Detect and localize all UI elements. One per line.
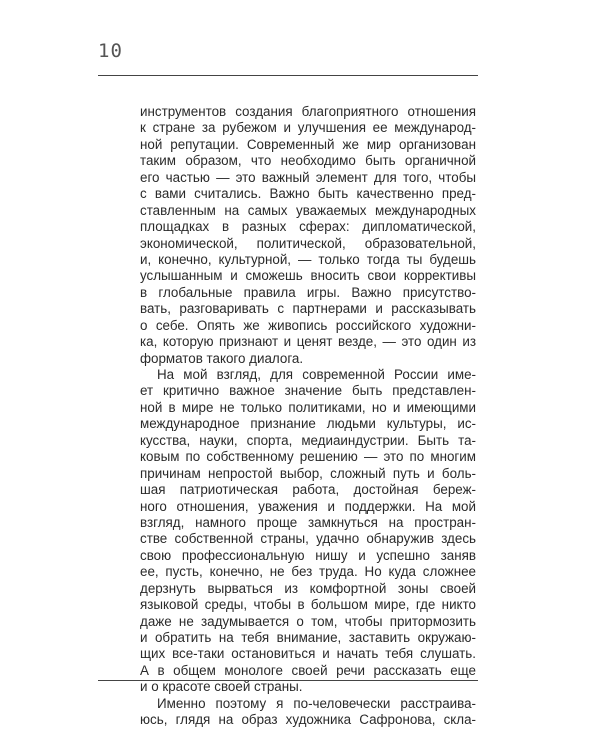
text-line: Именно поэтому я по-человечески расстраива- bbox=[157, 695, 476, 711]
text-line: вать, разговаривать с партнерами и рассказывать bbox=[140, 301, 476, 317]
text-line: ной в мире не только политиками, но и имеющими bbox=[140, 399, 476, 415]
text-line: стве собственной страны, удачно обнаружив здесь bbox=[140, 531, 476, 547]
page-number: 10 bbox=[98, 40, 123, 62]
text-line: языковой среды, чтобы в большом мире, где никто bbox=[140, 597, 476, 613]
text-line: юсь, глядя на образ художника Сафронова, скла- bbox=[140, 712, 476, 728]
footer-rule bbox=[98, 680, 478, 681]
text-line: даже не задумывается о том, чтобы притормозить bbox=[140, 613, 476, 629]
text-line: ковым по собственному решению — это по многим bbox=[140, 449, 476, 465]
text-line: ет критично важное значение быть представлен- bbox=[140, 383, 476, 399]
text-line: ставленным на самых уважаемых международных bbox=[140, 202, 476, 218]
text-line: международное признание людьми культуры, ис- bbox=[140, 416, 476, 432]
text-line: услышанным и сможешь вносить свои коррективы bbox=[140, 268, 476, 284]
text-line: к стране за рубежом и улучшения ее международ- bbox=[140, 120, 476, 136]
text-line: и обратить на тебя внимание, заставить окружаю- bbox=[140, 630, 476, 645]
text-line: форматов такого диалога. bbox=[140, 350, 304, 366]
text-line: инструментов создания благоприятного отношения bbox=[140, 104, 476, 119]
text-line: ной репутации. Современный же мир организован bbox=[140, 136, 476, 152]
text-line: его частью — это важный элемент для того, чтобы bbox=[140, 169, 476, 185]
text-line: экономической, политической, образовательной, bbox=[140, 235, 476, 251]
text-line: дерзнуть вырваться из комфортной зоны своей bbox=[140, 580, 476, 596]
text-line: в глобальные правила игры. Важно присутство- bbox=[140, 284, 476, 300]
text-line: щих все-таки остановиться и начать тебя слушать. bbox=[140, 646, 476, 662]
text-line: и о красоте своей страны. bbox=[140, 679, 303, 695]
text-line: таким образом, что необходимо быть органичной bbox=[140, 153, 476, 169]
text-line: кусства, науки, спорта, медиаиндустрии. Быть та- bbox=[140, 432, 476, 448]
text-line: свою профессиональную нишу и успешно заняв bbox=[140, 547, 476, 563]
text-line: и, конечно, культурной, — только тогда ты будешь bbox=[140, 251, 476, 267]
text-line: А в общем монологе своей речи рассказать еще bbox=[140, 662, 476, 678]
text-line: причинам непростой выбор, сложный путь и боль- bbox=[140, 465, 476, 481]
text-line: площадках в разных сферах: дипломатической, bbox=[140, 219, 476, 235]
text-line: взгляд, намного проще замкнуться на простран- bbox=[140, 514, 476, 530]
header-rule bbox=[98, 75, 478, 76]
text-line: о себе. Опять же живопись российского художни- bbox=[140, 317, 476, 333]
text-line: шая патриотическая работа, достойная береж- bbox=[140, 482, 476, 498]
text-line: На мой взгляд, для современной России име- bbox=[157, 367, 476, 382]
body-text bbox=[140, 104, 476, 729]
text-line: с вами считались. Важно быть качественно пред- bbox=[140, 186, 476, 202]
text-line: ее, пусть, конечно, не без труда. Но куда сложнее bbox=[140, 564, 476, 580]
text-line: ного отношения, уважения и поддержки. На мой bbox=[140, 498, 476, 514]
text-line: ка, которую признают и ценят везде, — это один из bbox=[140, 334, 476, 350]
